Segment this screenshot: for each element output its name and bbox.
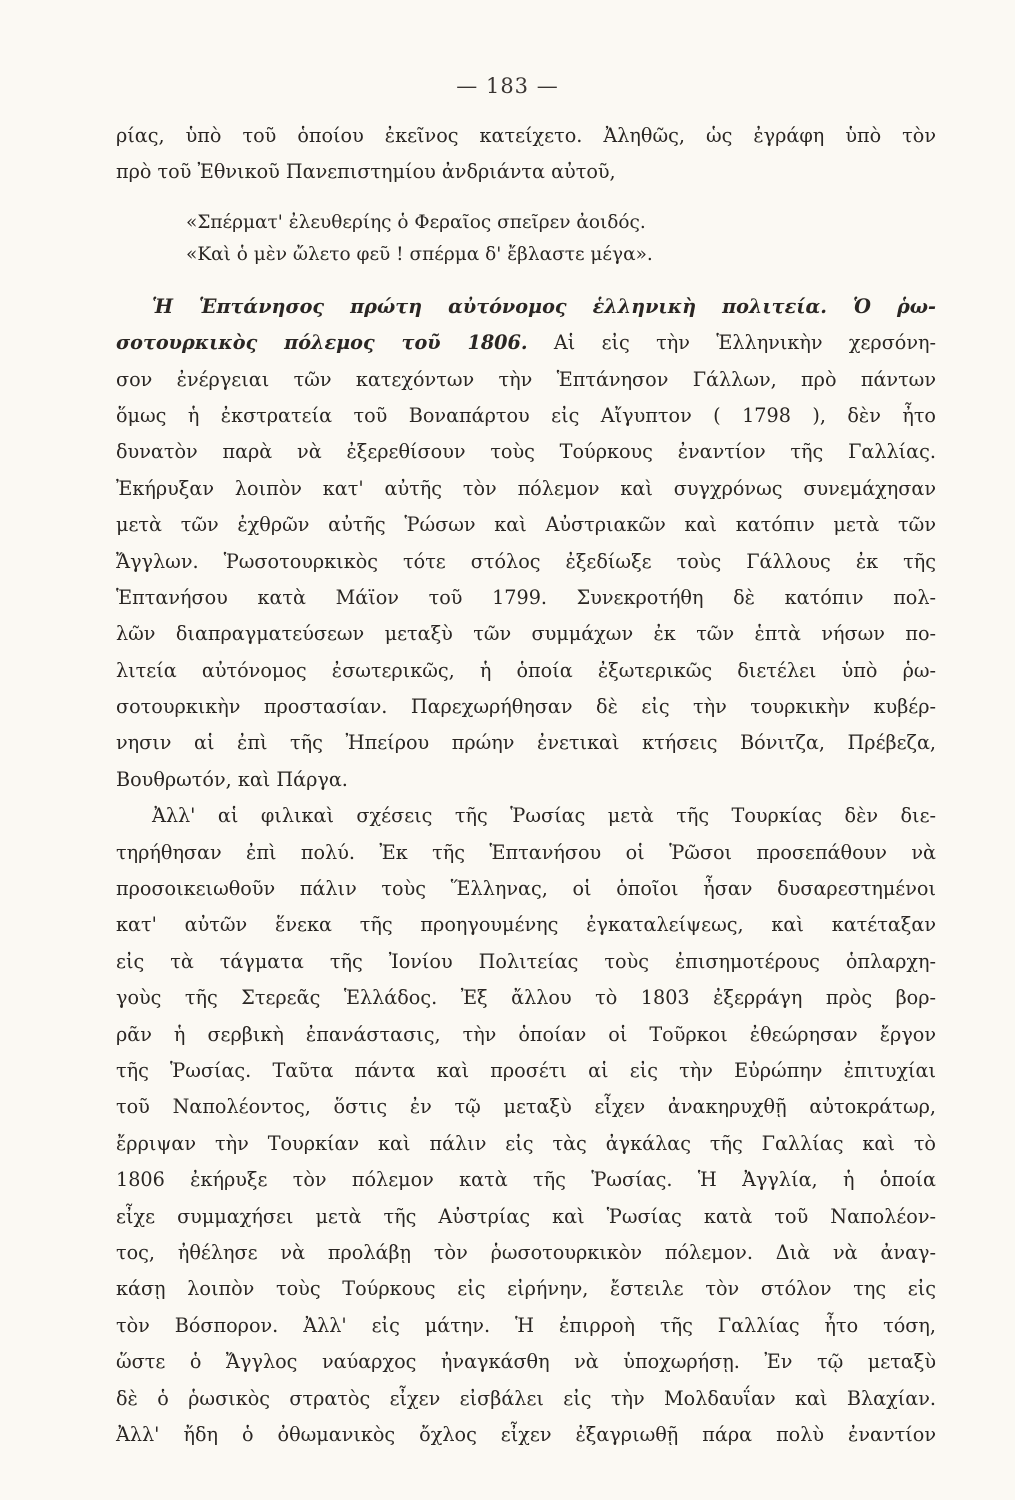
text-line: Ἀλλ' αἱ φιλικαὶ σχέσεις τῆς Ῥωσίας μετὰ τῆς Τουρκίας δὲν διε- — [152, 804, 936, 828]
verse-line: «Σπέρματ' ἐλευθερίης ὁ Φεραῖος σπεῖρεν ἀοιδός. — [186, 211, 646, 233]
body-text — [116, 118, 936, 1453]
text-line: Ἐκήρυξαν λοιπὸν κατ' αὐτῆς τὸν πόλεμον καὶ συγχρόνως συνεμάχησαν — [116, 476, 936, 500]
text-line: τοῦ Ναπολέοντος, ὅστις ἐν τῷ μεταξὺ εἶχεν ἀνακηρυχθῇ αὐτοκράτωρ, — [116, 1095, 936, 1119]
text-line: προσοικειωθοῦν πάλιν τοὺς Ἕλληνας, οἱ ὁποῖοι ἦσαν δυσαρεστημένοι — [116, 877, 936, 901]
text-line: ὥστε ὁ Ἄγγλος ναύαρχος ἠναγκάσθη νὰ ὑποχωρήσῃ. Ἐν τῷ μεταξὺ — [116, 1350, 936, 1374]
text-line: κάσῃ λοιπὸν τοὺς Τούρκους εἰς εἰρήνην, ἔστειλε τὸν στόλον της εἰς — [116, 1277, 936, 1301]
text-line: ὅμως ἡ ἐκστρατεία τοῦ Βοναπάρτου εἰς Αἴγυπτον ( 1798 ), δὲν ἦτο — [116, 403, 936, 427]
heading-rest-text: Αἱ εἰς τὴν Ἑλληνικὴν χερσόνη- — [553, 331, 936, 355]
text-line: λῶν διαπραγματεύσεων μεταξὺ τῶν συμμάχων ἐκ τῶν ἑπτὰ νήσων πο- — [116, 622, 936, 646]
text-line: 1806 ἐκήρυξε τὸν πόλεμον κατὰ τῆς Ῥωσίας. Ἡ Ἀγγλία, ἡ ὁποία — [116, 1168, 936, 1192]
section-heading-continued — [116, 325, 936, 361]
text-line: Ἄγγλων. Ῥωσοτουρκικὸς τότε στόλος ἐξεδίωξε τοὺς Γάλλους ἐκ τῆς — [116, 549, 936, 573]
text-line: Ἑπτανήσου κατὰ Μάϊον τοῦ 1799. Συνεκροτήθη δὲ κατόπιν πολ- — [116, 585, 936, 609]
heading-bold-part: σοτουρκικὸς πόλεμος τοῦ 1806. — [116, 331, 528, 355]
text-line: τῆς Ῥωσίας. Ταῦτα πάντα καὶ προσέτι αἱ εἰς τὴν Εὐρώπην ἐπιτυχίαι — [116, 1058, 936, 1082]
text-line: λιτεία αὐτόνομος ἐσωτερικῶς, ἡ ὁποία ἐξωτερικῶς διετέλει ὑπὸ ῥω- — [116, 658, 936, 682]
text-line: δυνατὸν παρὰ νὰ ἐξερεθίσουν τοὺς Τούρκους ἐναντίον τῆς Γαλλίας. — [116, 440, 936, 464]
section-heading: Ἡ Ἑπτάνησος πρώτη αὐτόνομος ἑλληνικὴ πολιτεία. Ὁ ῥω- — [152, 294, 936, 318]
text-line: ρίας, ὑπὸ τοῦ ὁποίου ἐκεῖνος κατείχετο. Ἀληθῶς, ὡς ἐγράφη ὑπὸ τὸν — [116, 124, 936, 147]
text-line: πρὸ τοῦ Ἐθνικοῦ Πανεπιστημίου ἀνδριάντα αὐτοῦ, — [116, 160, 616, 184]
text-line: γοὺς τῆς Στερεᾶς Ἑλλάδος. Ἐξ ἄλλου τὸ 1803 ἐξερράγη πρὸς βορ- — [116, 986, 936, 1010]
verse-line: «Καὶ ὁ μὲν ὤλετο φεῦ ! σπέρμα δ' ἔβλαστε μέγα». — [186, 243, 653, 265]
text-line: εἶχε συμμαχήσει μετὰ τῆς Αὐστρίας καὶ Ῥωσίας κατὰ τοῦ Ναπολέον- — [116, 1204, 936, 1228]
text-line: Βουθρωτόν, καὶ Πάργα. — [116, 767, 348, 791]
text-line: τηρήθησαν ἐπὶ πολύ. Ἐκ τῆς Ἑπτανήσου οἱ Ῥῶσοι προσεπάθουν νὰ — [116, 840, 936, 864]
text-line: τος, ἠθέλησε νὰ προλάβῃ τὸν ῥωσοτουρκικὸν πόλεμον. Διὰ νὰ ἀναγ- — [116, 1240, 936, 1264]
text-line: τὸν Βόσπορον. Ἀλλ' εἰς μάτην. Ἡ ἐπιρροὴ τῆς Γαλλίας ἦτο τόση, — [116, 1313, 936, 1337]
text-line: εἰς τὰ τάγματα τῆς Ἰονίου Πολιτείας τοὺς ἐπισημοτέρους ὁπλαρχη- — [116, 949, 936, 973]
text-line: κατ' αὐτῶν ἕνεκα τῆς προηγουμένης ἐγκαταλείψεως, καὶ κατέταξαν — [116, 913, 936, 937]
text-line: σον ἐνέργειαι τῶν κατεχόντων τὴν Ἑπτάνησον Γάλλων, πρὸ πάντων — [116, 367, 936, 391]
text-line: νησιν αἱ ἐπὶ τῆς Ἠπείρου πρώην ἐνετικαὶ κτήσεις Βόνιτζα, Πρέβεζα, — [116, 731, 936, 755]
text-line: σοτουρκικὴν προστασίαν. Παρεχωρήθησαν δὲ εἰς τὴν τουρκικὴν κυβέρ- — [116, 695, 936, 719]
text-line: Ἀλλ' ἤδη ὁ ὀθωμανικὸς ὄχλος εἶχεν ἐξαγριωθῇ πάρα πολὺ ἐναντίον — [116, 1422, 936, 1446]
text-line: ρᾶν ἡ σερβικὴ ἐπανάστασις, τὴν ὁποίαν οἱ Τοῦρκοι ἐθεώρησαν ἔργον — [116, 1022, 936, 1046]
text-line: ἔρριψαν τὴν Τουρκίαν καὶ πάλιν εἰς τὰς ἀγκάλας τῆς Γαλλίας καὶ τὸ — [116, 1131, 936, 1155]
text-line: δὲ ὁ ῥωσικὸς στρατὸς εἶχεν εἰσβάλει εἰς τὴν Μολδαυΐαν καὶ Βλαχίαν. — [116, 1386, 936, 1410]
page-number: — 183 — — [456, 74, 559, 98]
text-line: μετὰ τῶν ἐχθρῶν αὐτῆς Ῥώσων καὶ Αὐστριακῶν καὶ κατόπιν μετὰ τῶν — [116, 513, 936, 537]
